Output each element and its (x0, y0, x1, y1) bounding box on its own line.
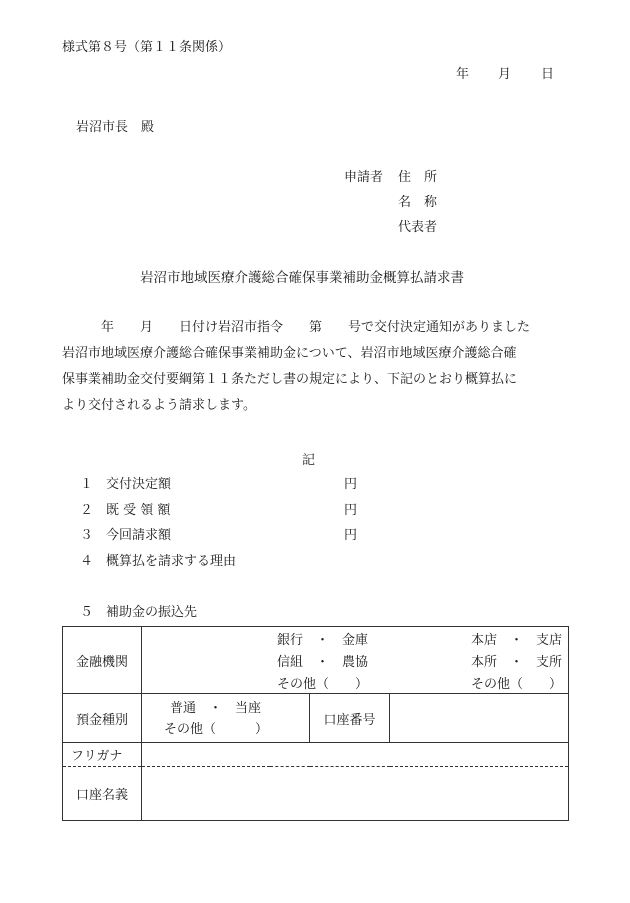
deposit-type-option: その他（ ） (164, 722, 269, 737)
branch-type-option: 本所 ・ 支所 (471, 655, 563, 670)
applicant-name-label: 名 称 (398, 195, 438, 210)
deposit-label-cell: 預金種別 (63, 694, 142, 743)
item-label-reason: 概算払を請求する理由 (106, 554, 237, 569)
table-row (63, 743, 569, 767)
body-line: より交付されるよう請求します。 (62, 398, 256, 413)
branch-type-option: その他（ ） (471, 677, 563, 692)
item-number: ５ (80, 605, 94, 620)
request-body (62, 315, 562, 419)
item-number: １ (80, 477, 94, 492)
item-unit-yen: 円 (344, 528, 358, 543)
institution-type-cell (142, 627, 569, 694)
table-row (63, 694, 569, 743)
institution-label-cell: 金融機関 (63, 627, 142, 694)
item-unit-yen: 円 (344, 477, 358, 492)
item-label-decided-amount: 交付決定額 (106, 477, 172, 492)
item-unit-yen: 円 (344, 503, 358, 518)
applicant-representative-label: 代表者 (398, 220, 438, 235)
furigana-value-cell (142, 743, 569, 767)
body-line: 岩沼市地域医療介護総合確保事業補助金について、岩沼市地域医療介護総合確 (62, 346, 517, 361)
item-label-requested-amount: 今回請求額 (106, 528, 172, 543)
account-number-label-cell: 口座番号 (310, 694, 390, 743)
branch-type-option: 本店 ・ 支店 (471, 633, 563, 648)
account-name-label-cell: 口座名義 (63, 767, 142, 821)
bank-transfer-table (62, 626, 569, 821)
table-row (63, 767, 569, 821)
inst-type-option: その他（ ） (277, 677, 369, 692)
applicant-address-label: 住 所 (398, 170, 438, 185)
form-number: 様式第８号（第１１条関係） (62, 40, 232, 55)
deposit-type-option: 普通 ・ 当座 (170, 701, 262, 716)
inst-type-option: 信組 ・ 農協 (277, 655, 369, 670)
item-label-transfer-destination: 補助金の振込先 (106, 605, 198, 620)
table-row (63, 627, 569, 694)
date-year-label: 年 (456, 67, 470, 82)
document-title: 岩沼市地域医療介護総合確保事業補助金概算払請求書 (140, 270, 464, 286)
body-line: 保事業補助金交付要綱第１１条ただし書の規定により、下記のとおり概算払に (62, 372, 518, 387)
addressee: 岩沼市長 殿 (76, 120, 155, 135)
deposit-type-cell (142, 694, 310, 743)
item-number: ３ (80, 528, 94, 543)
furigana-label-cell: フリガナ (63, 743, 142, 767)
ki-heading: 記 (302, 453, 316, 468)
applicant-label: 申請者 (344, 170, 384, 185)
date-month-label: 月 (498, 67, 512, 82)
account-name-value-cell (142, 767, 569, 821)
item-number: ２ (80, 503, 94, 518)
date-day-label: 日 (541, 67, 555, 82)
item-label-received-amount: 既 受 領 額 (106, 503, 171, 518)
inst-type-option: 銀行 ・ 金庫 (277, 633, 369, 648)
account-number-value-cell (390, 694, 569, 743)
body-line: 年 月 日付け岩沼市指令 第 号で交付決定通知がありました (88, 320, 531, 335)
item-number: ４ (80, 554, 94, 569)
